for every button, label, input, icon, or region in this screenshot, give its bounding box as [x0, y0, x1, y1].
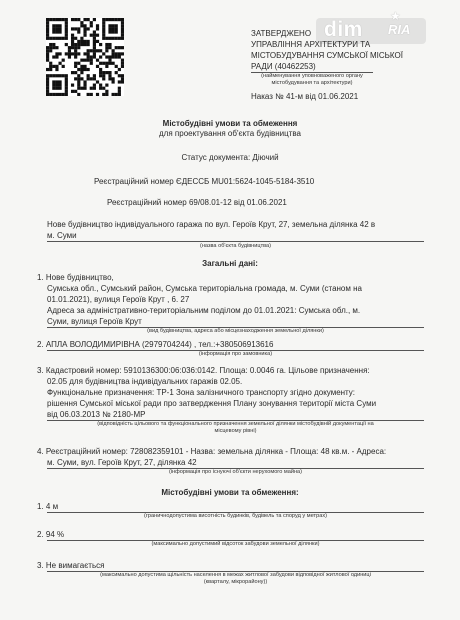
item1-line-1: 1. Нове будівництво,: [37, 273, 114, 282]
item1-line-2: Сумська обл., Сумський район, Сумська територіальна громада, м. Суми (станом на: [47, 284, 362, 293]
doc-subtitle: для проектування об'єкта будівництва: [159, 129, 301, 138]
cond3-caption-2: (кварталу, мікрорайону)): [203, 579, 268, 585]
divider: [47, 241, 424, 242]
qr-code: [46, 18, 124, 96]
reg-number-2: Реєстраційний номер 69/08.01-12 від 01.06.2021: [107, 198, 287, 207]
item3-line-1: 3. Кадастровий номер: 5910136300:06:036:0142. Площа: 0.0046 га. Цільове призначення:: [37, 366, 370, 375]
item1-caption: (вид будівництва, адреса або місцезнаходження земельної ділянки): [147, 328, 324, 334]
item1-line-3: 01.01.2021), вулиця Героїв Крут , 6. 27: [47, 295, 190, 304]
watermark-brand: dim: [324, 18, 363, 41]
org-line-1: УПРАВЛІННЯ АРХІТЕКТУРИ ТА: [251, 40, 371, 49]
status: Статус документа: Діючий: [181, 153, 279, 162]
cond3-caption-1: (максимально допустима щільність населення в межах житлової забудови відповідної житлової одиниці: [100, 572, 371, 578]
item1-line-5: Суми, вулиця Героїв Крут: [47, 317, 142, 326]
item3-line-2: 02.05 для будівництва індивідуальних гаражів 02.05.: [47, 377, 243, 386]
item4-caption: (інформація про існуючі об'єкти нерухомого майна): [168, 469, 303, 475]
reg-number: Реєстраційний номер ЄДЕССБ MU01:5624-1045-5184-3510: [94, 177, 315, 186]
org-caption-2: містобудування та архітектури): [271, 80, 353, 86]
item3-caption-2: місцевому рівні): [214, 428, 257, 434]
doc-title: Містобудівні умови та обмеження: [162, 119, 298, 128]
cond2-caption: (максимально допустимий відсоток забудови земельної ділянки): [151, 541, 320, 547]
cond2-text: 2. 94 %: [37, 530, 65, 539]
item2-text: 2. АПЛА ВОЛОДИМИРІВНА (2979704244) , тел.:+380506913616: [37, 340, 274, 349]
general-heading: Загальні дані:: [202, 259, 258, 268]
conditions-heading: Містобудівні умови та обмеження:: [161, 488, 299, 497]
item4-line-2: м. Суми, вул. Героїв Крут, 27, ділянка 42: [47, 458, 197, 467]
object-line-2: м. Суми: [47, 231, 77, 240]
org-line-3: РАДИ (40462253): [251, 62, 316, 71]
item1-line-4: Адреса за адміністративно-територіальним поділом до 01.01.2021: Сумська обл., м.: [47, 306, 361, 315]
item3-caption-1: (відповідність цільового та функціонального призначення земельної ділянки містобудівній документації на: [97, 421, 374, 427]
cond1-text: 1. 4 м: [37, 502, 59, 511]
watermark-sub: RIA: [388, 22, 411, 37]
org-caption-1: (найменування уповноваженого органу: [261, 73, 363, 79]
approved-label: ЗАТВЕРДЖЕНО: [251, 29, 312, 38]
star-icon: ★: [390, 9, 401, 23]
object-caption: (назва об'єкта будівництва): [199, 243, 272, 249]
order-number: Наказ № 41-м від 01.06.2021: [251, 92, 359, 101]
item3-line-5: від 06.03.2013 № 2180-МР: [47, 410, 146, 419]
cond1-caption: (граничнодопустима висотність будинків, будівель та споруд у метрах): [144, 513, 327, 519]
item2-caption: (інформація про замовника): [198, 351, 273, 357]
item3-line-3: Функціональне призначення: ТР-1 Зона залізничного транспорту згідно документу:: [47, 388, 356, 397]
item4-line-1: 4. Реєстраційний номер: 728082359101 - Назва: земельна ділянка - Площа: 48 кв.м. - Адреса:: [37, 447, 387, 456]
org-line-2: МІСТОБУДУВАННЯ СУМСЬКОЇ МІСЬКОЇ: [251, 51, 403, 60]
object-line-1: Нове будівництво індивідуального гаража по вул. Героїв Крут, 27, земельна ділянка 42 в: [47, 220, 376, 229]
cond3-text: 3. Не вимагається: [37, 561, 105, 570]
item3-line-4: рішення Сумської міської ради про затвердження Плану зонування території міста Суми: [47, 399, 377, 408]
